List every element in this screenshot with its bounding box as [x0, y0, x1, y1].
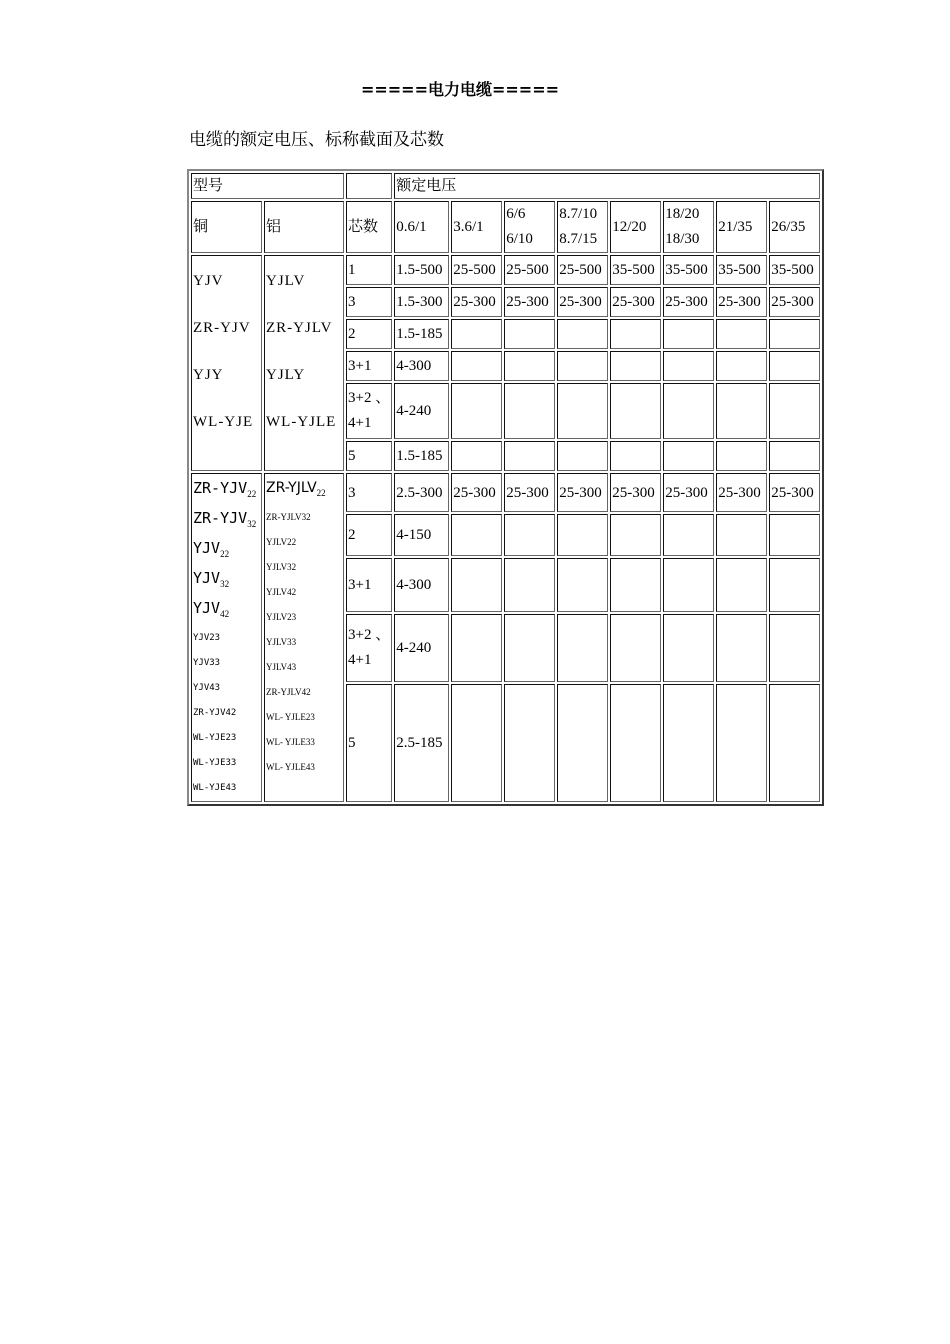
- subscript: 32: [247, 519, 257, 529]
- value-cell: 25-300: [557, 473, 608, 512]
- cable-spec-table: [187, 169, 824, 806]
- voltage-col-header: 6/6 6/10: [504, 201, 555, 253]
- aluminum-model: YJLV33: [266, 636, 297, 647]
- copper-models: [191, 473, 262, 802]
- aluminum-model-list: [266, 258, 342, 446]
- value-cell: 1.5-300: [394, 287, 449, 317]
- value-cell: [451, 558, 502, 612]
- value-cell: 25-500: [451, 255, 502, 285]
- value-cell: 2.5-300: [394, 473, 449, 512]
- value-cell: [557, 614, 608, 682]
- value-cell: 25-500: [557, 255, 608, 285]
- cores-cell: 1: [346, 255, 392, 285]
- copper-model: WL-YJE43: [193, 783, 237, 793]
- value-cell: 35-500: [610, 255, 661, 285]
- value-cell: [557, 383, 608, 439]
- aluminum-model: WL- YJLE33: [266, 736, 315, 747]
- cores-cell: 5: [346, 684, 392, 802]
- cores-cell: 3+1: [346, 351, 392, 381]
- value-cell: [716, 351, 767, 381]
- value-cell: [451, 514, 502, 555]
- value-cell: 25-300: [610, 473, 661, 512]
- value-cell: [451, 319, 502, 349]
- cores-header: 芯数: [346, 201, 392, 253]
- page-title: =====电力电缆=====: [360, 80, 560, 99]
- value-cell: [663, 383, 714, 439]
- voltage-col-header: 26/35: [769, 201, 820, 253]
- value-cell: 25-300: [451, 473, 502, 512]
- header-row-1: [191, 173, 820, 199]
- table-caption: 电缆的额定电压、标称截面及芯数: [189, 130, 444, 150]
- copper-model-list: [193, 476, 260, 801]
- copper-model: ZR-YJV: [193, 320, 251, 336]
- copper-model: WL-YJE33: [193, 758, 237, 768]
- value-cell: [557, 558, 608, 612]
- cores-cell: 3+1: [346, 558, 392, 612]
- value-cell: [557, 514, 608, 555]
- subscript: 42: [220, 609, 230, 619]
- copper-model: WL-YJE: [193, 414, 254, 430]
- value-cell: 25-300: [557, 287, 608, 317]
- copper-model: YJV43: [193, 683, 221, 693]
- value-cell: [610, 558, 661, 612]
- copper-models: [191, 255, 262, 471]
- value-cell: 25-300: [451, 287, 502, 317]
- value-cell: [610, 614, 661, 682]
- value-cell: [610, 514, 661, 555]
- aluminum-model: WL- YJLE23: [266, 711, 315, 722]
- value-cell: 25-300: [716, 287, 767, 317]
- value-cell: [663, 558, 714, 612]
- model-name: $YJV_{32}$: [193, 569, 230, 589]
- value-cell: [610, 441, 661, 471]
- value-cell: [716, 319, 767, 349]
- value-cell: [557, 441, 608, 471]
- value-cell: 25-300: [663, 287, 714, 317]
- copper-model-list: [193, 258, 260, 446]
- aluminum-model: YJLV43: [266, 661, 297, 672]
- value-cell: 25-300: [769, 287, 820, 317]
- value-cell: [451, 351, 502, 381]
- value-cell: [716, 614, 767, 682]
- aluminum-model: ZR-YJLV32: [266, 511, 311, 522]
- value-cell: [663, 684, 714, 802]
- copper-model: YJV: [193, 273, 224, 289]
- model-name: $ZR-YJV_{32}$: [193, 509, 257, 529]
- value-cell: [769, 514, 820, 555]
- cores-cell: 2: [346, 319, 392, 349]
- copper-model: YJY: [193, 367, 224, 383]
- cores-cell: 3: [346, 287, 392, 317]
- aluminum-model: YJLV: [266, 273, 306, 289]
- cores-cell: 3+2 、 4+1: [346, 614, 392, 682]
- value-cell: 25-300: [716, 473, 767, 512]
- value-cell: 25-300: [504, 473, 555, 512]
- value-cell: 2.5-185: [394, 684, 449, 802]
- aluminum-header: 铝: [264, 201, 344, 253]
- value-cell: 25-300: [663, 473, 714, 512]
- voltage-col-header: 12/20: [610, 201, 661, 253]
- header-row-2: [191, 201, 820, 253]
- voltage-col-header: 0.6/1: [394, 201, 449, 253]
- value-cell: [716, 684, 767, 802]
- value-cell: [504, 558, 555, 612]
- model-name: $YJV_{22}$: [193, 539, 230, 559]
- aluminum-model: ZR-YJLV: [266, 320, 333, 336]
- value-cell: [769, 319, 820, 349]
- value-cell: [504, 684, 555, 802]
- value-cell: 4-240: [394, 383, 449, 439]
- value-cell: [716, 383, 767, 439]
- value-cell: [769, 558, 820, 612]
- value-cell: [557, 319, 608, 349]
- copper-model: ZR-YJV42: [193, 708, 237, 718]
- value-cell: [557, 684, 608, 802]
- value-cell: [504, 319, 555, 349]
- aluminum-model: YJLV22: [266, 536, 297, 547]
- value-cell: [663, 319, 714, 349]
- value-cell: [769, 441, 820, 471]
- cores-cell: 3: [346, 473, 392, 512]
- value-cell: [663, 614, 714, 682]
- value-cell: [663, 441, 714, 471]
- value-cell: [451, 383, 502, 439]
- value-cell: 35-500: [769, 255, 820, 285]
- value-cell: [610, 383, 661, 439]
- value-cell: [716, 441, 767, 471]
- value-cell: 4-300: [394, 558, 449, 612]
- value-cell: [769, 383, 820, 439]
- value-cell: 1.5-500: [394, 255, 449, 285]
- value-cell: [610, 684, 661, 802]
- value-cell: [716, 558, 767, 612]
- aluminum-models: [264, 473, 344, 802]
- voltage-col-header: 8.7/10 8.7/15: [557, 201, 608, 253]
- value-cell: [451, 684, 502, 802]
- value-cell: [504, 351, 555, 381]
- aluminum-models: [264, 255, 344, 471]
- cores-cell: 5: [346, 441, 392, 471]
- cores-cell: 3+2 、 4+1: [346, 383, 392, 439]
- value-cell: [504, 383, 555, 439]
- subscript: 32: [220, 579, 230, 589]
- value-cell: 35-500: [663, 255, 714, 285]
- aluminum-model: YJLV23: [266, 611, 297, 622]
- voltage-header: 额定电压: [394, 173, 820, 199]
- value-cell: [610, 351, 661, 381]
- value-cell: [557, 351, 608, 381]
- value-cell: [504, 614, 555, 682]
- value-cell: [504, 441, 555, 471]
- value-cell: [769, 351, 820, 381]
- copper-model: WL-YJE23: [193, 733, 237, 743]
- aluminum-model: YJLV42: [266, 586, 297, 597]
- cores-cell: 2: [346, 514, 392, 555]
- copper-model: YJV33: [193, 658, 221, 668]
- value-cell: 25-300: [504, 287, 555, 317]
- value-cell: 35-500: [716, 255, 767, 285]
- value-cell: 25-300: [610, 287, 661, 317]
- model-name: $ZR-YJLV_{22}$: [266, 480, 326, 498]
- value-cell: [663, 351, 714, 381]
- aluminum-model: YJLY: [266, 367, 306, 383]
- value-cell: 4-300: [394, 351, 449, 381]
- value-cell: 1.5-185: [394, 441, 449, 471]
- aluminum-model: ZR-YJLV42: [266, 686, 311, 697]
- subscript: 22: [220, 549, 230, 559]
- voltage-col-header: 18/20 18/30: [663, 201, 714, 253]
- value-cell: 4-240: [394, 614, 449, 682]
- aluminum-model-list: [266, 476, 342, 780]
- table-row: [191, 473, 820, 512]
- value-cell: [451, 614, 502, 682]
- model-header: 型号: [191, 173, 344, 199]
- value-cell: [769, 614, 820, 682]
- voltage-col-header: 3.6/1: [451, 201, 502, 253]
- aluminum-model: WL-YJLE: [266, 414, 337, 430]
- empty-header-cell: [346, 173, 392, 199]
- value-cell: [504, 514, 555, 555]
- value-cell: [716, 514, 767, 555]
- value-cell: [451, 441, 502, 471]
- value-cell: 25-500: [504, 255, 555, 285]
- voltage-col-header: 21/35: [716, 201, 767, 253]
- value-cell: [769, 684, 820, 802]
- model-name: $YJV_{42}$: [193, 599, 230, 619]
- subscript: 22: [247, 489, 257, 499]
- table-row: [191, 255, 820, 285]
- aluminum-model: WL- YJLE43: [266, 761, 315, 772]
- value-cell: [663, 514, 714, 555]
- value-cell: 1.5-185: [394, 319, 449, 349]
- aluminum-model: YJLV32: [266, 561, 297, 572]
- value-cell: 25-300: [769, 473, 820, 512]
- value-cell: 4-150: [394, 514, 449, 555]
- model-name: $ZR-YJV_{22}$: [193, 479, 257, 499]
- copper-model: YJV23: [193, 633, 221, 643]
- copper-header: 铜: [191, 201, 262, 253]
- value-cell: [610, 319, 661, 349]
- subscript: 22: [316, 487, 326, 498]
